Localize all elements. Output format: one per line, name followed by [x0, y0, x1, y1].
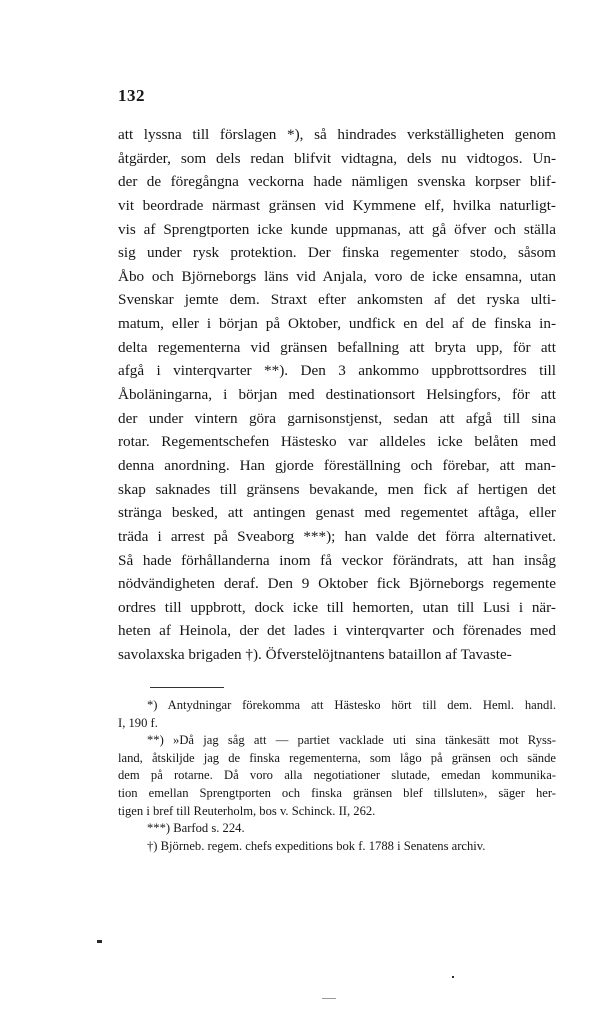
footnote-line: ***) Barfod s. 224.: [147, 821, 245, 836]
text-line: heten af Heinola, der det lades i vinterqvarter och förenades med: [118, 622, 556, 640]
text-line: Svenskar jemte dem. Straxt efter ankomsten af det ryska ulti-: [118, 291, 556, 309]
text-line: der de föregångna veckorna hade nämligen svenska korpser blif-: [118, 173, 556, 191]
text-line: savolaxska brigaden †). Öfverstelöjtnantens bataillon af Tavaste-: [118, 646, 512, 664]
text-line: att lyssna till förslagen *), så hindrades verkställigheten genom: [118, 126, 556, 143]
text-line: Åbo och Björneborgs läns vid Anjala, voro de icke ensamna, utan: [118, 267, 556, 285]
footnote-line: tion emellan Sprengtporten och finska gränsen blef tillsluten», säger her-: [118, 785, 556, 800]
text-line: vit beordrade närmast gränsen vid Kymmene elf, hvilka naturligt-: [118, 196, 556, 214]
text-line: ordres till uppbrott, dock icke till hemorten, utan till Lusi i när-: [118, 598, 556, 616]
text-line: stränga besked, att antingen genast med regementet aftåga, eller: [118, 504, 556, 522]
text-line: matum, eller i början på Oktober, undfick en del af de finska in-: [118, 315, 556, 333]
footnote-line: †) Björneb. regem. chefs expeditions bok f. 1788 i Senatens archiv.: [147, 838, 486, 853]
footnote-line: land, åtskiljde jag de finska regementerna, som lågo på gränsen och sände: [118, 750, 556, 765]
text-line: der under vintern göra garnisonstjenst, sedan att afgå till sina: [118, 409, 556, 427]
footnote-line: **) »Då jag såg att — partiet vacklade uti sina tänkesätt mot Ryss-: [147, 733, 556, 748]
footnote-line: dem på rotarne. Då voro alla negotiationer slutade, emedan kommunika-: [118, 768, 556, 783]
scan-speck: [322, 998, 336, 999]
text-line: åtgärder, som dels redan blifvit vidtagna, dels nu vidtogos. Un-: [118, 149, 556, 167]
text-line: delta regementerna vid gränsen befallning att bryta upp, för att: [118, 338, 556, 356]
body-text: [118, 123, 556, 667]
footnote-line: tigen i bref till Reuterholm, bos v. Schinck. II, 262.: [118, 803, 376, 818]
text-line: afgå i vinterqvarter **). Den 3 ankommo uppbrottsordres till: [118, 362, 556, 380]
footnotes: [118, 697, 556, 855]
footnote-line: I, 190 f.: [118, 715, 158, 730]
scan-speck: [452, 976, 454, 978]
text-line: träda i arrest på Sveaborg ***); han valde det förra alternativet.: [118, 527, 556, 545]
text-line: denna anordning. Han gjorde föreställning och förebar, att man-: [118, 456, 556, 474]
text-line: skap saknades till gränsens bevakande, men fick af hertigen det: [118, 480, 556, 498]
text-line: rotar. Regementschefen Hästesko var alldeles icke belåten med: [118, 433, 556, 451]
page-number: 132: [118, 86, 145, 105]
footnote-line: *) Antydningar förekomma att Hästesko hört till dem. Heml. handl.: [147, 698, 556, 712]
text-line: Åboläningarna, i början med destinationsort Helsingfors, för att: [118, 386, 556, 404]
footnote-divider: [150, 687, 224, 688]
scan-speck: [97, 940, 102, 943]
text-line: nödvändigheten deraf. Den 9 Oktober fick Björneborgs regemente: [118, 575, 556, 593]
text-line: Så hade förhållanderna inom få veckor förändrats, att han insåg: [118, 551, 556, 569]
text-line: sig under rysk protektion. Der finska regementer stodo, såsom: [118, 244, 556, 262]
text-line: vis af Sprengtporten icke kunde uppmanas, att gå öfver och ställa: [118, 220, 556, 238]
